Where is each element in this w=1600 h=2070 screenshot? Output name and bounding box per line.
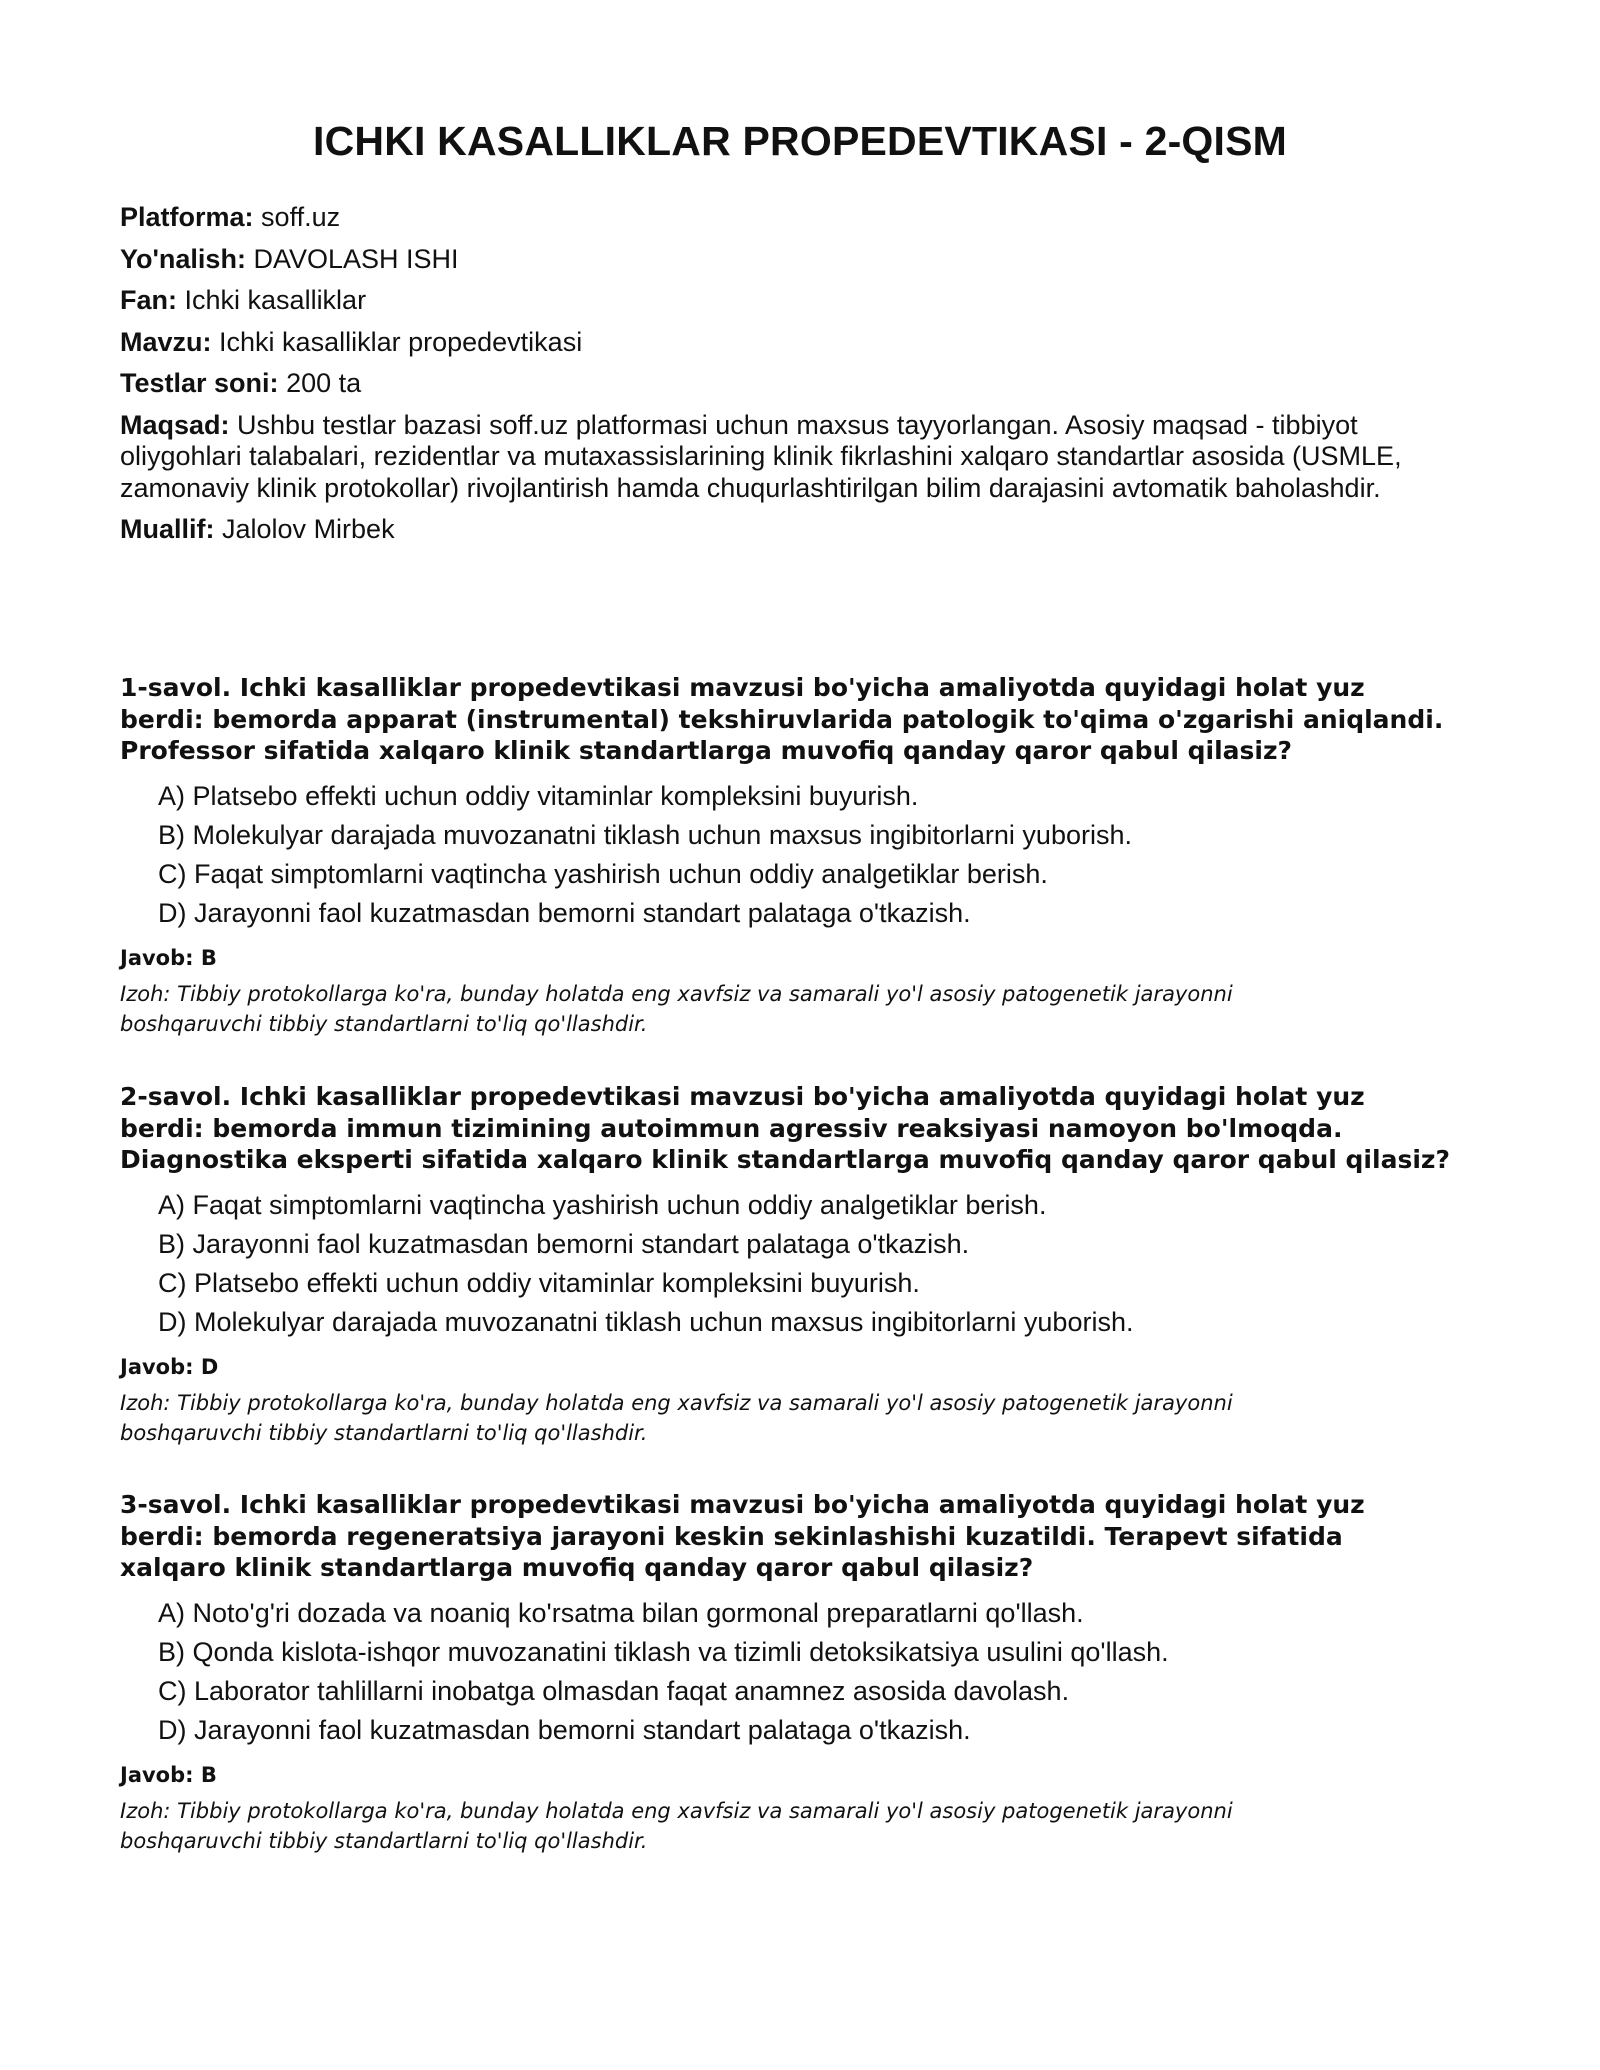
correct-answer: Javob: D	[120, 1354, 219, 1379]
option-c: C) Laborator tahlillarni inobatga olmasdan faqat anamnez asosida davolash.	[158, 1675, 1070, 1706]
meta-topic	[120, 327, 1450, 359]
option-b: B) Molekulyar darajada muvozanatni tiklash uchun maxsus ingibitorlarni yuborish.	[158, 819, 1132, 850]
answer-options	[158, 1186, 1450, 1342]
meta-author	[120, 514, 1450, 546]
meta-value: DAVOLASH ISHI	[253, 243, 459, 274]
question-text: 1-savol. Ichki kasalliklar propedevtikasi mavzusi bo'yicha amaliyotda quyidagi holat yuz berdi: bemorda apparat (instrumental) tekshiruvlarida patologik to'qima o'zgarishi aniqlandi. Professor sifatida xalqaro klinik standartlarga muvofiq qanday qaror qabul qilasiz?	[120, 673, 1444, 765]
meta-value: Ichki kasalliklar	[184, 285, 367, 315]
answer-options	[158, 1594, 1450, 1750]
meta-value: Jalolov Mirbek	[222, 514, 395, 544]
question-2	[120, 1081, 1450, 1448]
meta-label: Fan:	[120, 285, 177, 315]
meta-value: soff.uz	[261, 202, 341, 232]
option-c: C) Platsebo effekti uchun oddiy vitaminlar kompleksini buyurish.	[158, 1267, 920, 1298]
meta-label: Muallif:	[120, 514, 215, 544]
meta-label: Platforma:	[120, 202, 254, 232]
answer-options	[158, 777, 1450, 933]
answer-explanation: Izoh: Tibbiy protokollarga ko'ra, bunday holatda eng xavfsiz va samarali yo'l asosiy patogenetik jarayonni boshqaruvchi tibbiy standartlarni to'liq qo'llashdir.	[120, 981, 1233, 1036]
meta-subject	[120, 285, 1450, 317]
answer-explanation: Izoh: Tibbiy protokollarga ko'ra, bunday holatda eng xavfsiz va samarali yo'l asosiy patogenetik jarayonni boshqaruvchi tibbiy standartlarni to'liq qo'llashdir.	[120, 1798, 1233, 1853]
question-text: 3-savol. Ichki kasalliklar propedevtikasi mavzusi bo'yicha amaliyotda quyidagi holat yuz berdi: bemorda regeneratsiya jarayoni keskin sekinlashishi kuzatildi. Terapevt sifatida xalqaro klinik standartlarga muvofiq qanday qaror qabul qilasiz?	[120, 1490, 1365, 1582]
answer-explanation: Izoh: Tibbiy protokollarga ko'ra, bunday holatda eng xavfsiz va samarali yo'l asosiy patogenetik jarayonni boshqaruvchi tibbiy standartlarni to'liq qo'llashdir.	[120, 1390, 1233, 1445]
question-3	[120, 1489, 1450, 1856]
option-a: A) Noto'g'ri dozada va noaniq ko'rsatma bilan gormonal preparatlarni qo'llash.	[158, 1597, 1084, 1628]
option-a: A) Faqat simptomlarni vaqtincha yashirish uchun oddiy analgetiklar berish.	[158, 1189, 1047, 1220]
option-b: B) Jarayonni faol kuzatmasdan bemorni standart palataga o'tkazish.	[158, 1228, 970, 1259]
meta-platform	[120, 202, 1450, 234]
document-title: ICHKI KASALLIKLAR PROPEDEVTIKASI - 2-QISM	[312, 118, 1288, 164]
meta-label: Mavzu:	[120, 326, 212, 357]
meta-purpose	[120, 410, 1450, 505]
meta-value: 200 ta	[286, 368, 362, 398]
option-c: C) Faqat simptomlarni vaqtincha yashirish uchun oddiy analgetiklar berish.	[158, 858, 1048, 889]
question-text: 2-savol. Ichki kasalliklar propedevtikasi mavzusi bo'yicha amaliyotda quyidagi holat yuz berdi: bemorda immun tizimining autoimmun agressiv reaksiyasi namoyon bo'lmoqda. Diagnostika eksperti sifatida xalqaro klinik standartlarga muvofiq qanday qaror qabul qilasiz?	[120, 1082, 1450, 1174]
option-d: D) Jarayonni faol kuzatmasdan bemorni standart palataga o'tkazish.	[158, 1714, 971, 1745]
document-metadata	[120, 202, 1450, 556]
correct-answer: Javob: B	[120, 945, 217, 970]
option-d: D) Molekulyar darajada muvozanatni tiklash uchun maxsus ingibitorlarni yuborish.	[158, 1306, 1134, 1337]
meta-value: Ichki kasalliklar propedevtikasi	[219, 326, 583, 357]
question-1	[120, 672, 1450, 1039]
correct-answer: Javob: B	[120, 1762, 217, 1787]
meta-value: Ushbu testlar bazasi soff.uz platformasi uchun maxsus tayyorlangan. Asosiy maqsad - tibbiyot oliygohlari talabalari, rezidentlar va mutaxassislarining klinik fikrlashini xalqaro standartlar asosida (USMLE, zamonaviy klinik protokollar) rivojlantirish hamda chuqurlashtirilgan bilim darajasini avtomatik baholashdir.	[120, 409, 1402, 503]
meta-direction	[120, 244, 1450, 276]
meta-test-count	[120, 368, 1450, 400]
option-a: A) Platsebo effekti uchun oddiy vitaminlar kompleksini buyurish.	[158, 780, 919, 811]
meta-label: Yo'nalish:	[120, 243, 246, 274]
option-d: D) Jarayonni faol kuzatmasdan bemorni standart palataga o'tkazish.	[158, 897, 971, 928]
meta-label: Testlar soni:	[120, 368, 279, 398]
option-b: B) Qonda kislota-ishqor muvozanatini tiklash va tizimli detoksikatsiya usulini qo'llash.	[158, 1636, 1169, 1667]
meta-label: Maqsad:	[120, 409, 230, 440]
